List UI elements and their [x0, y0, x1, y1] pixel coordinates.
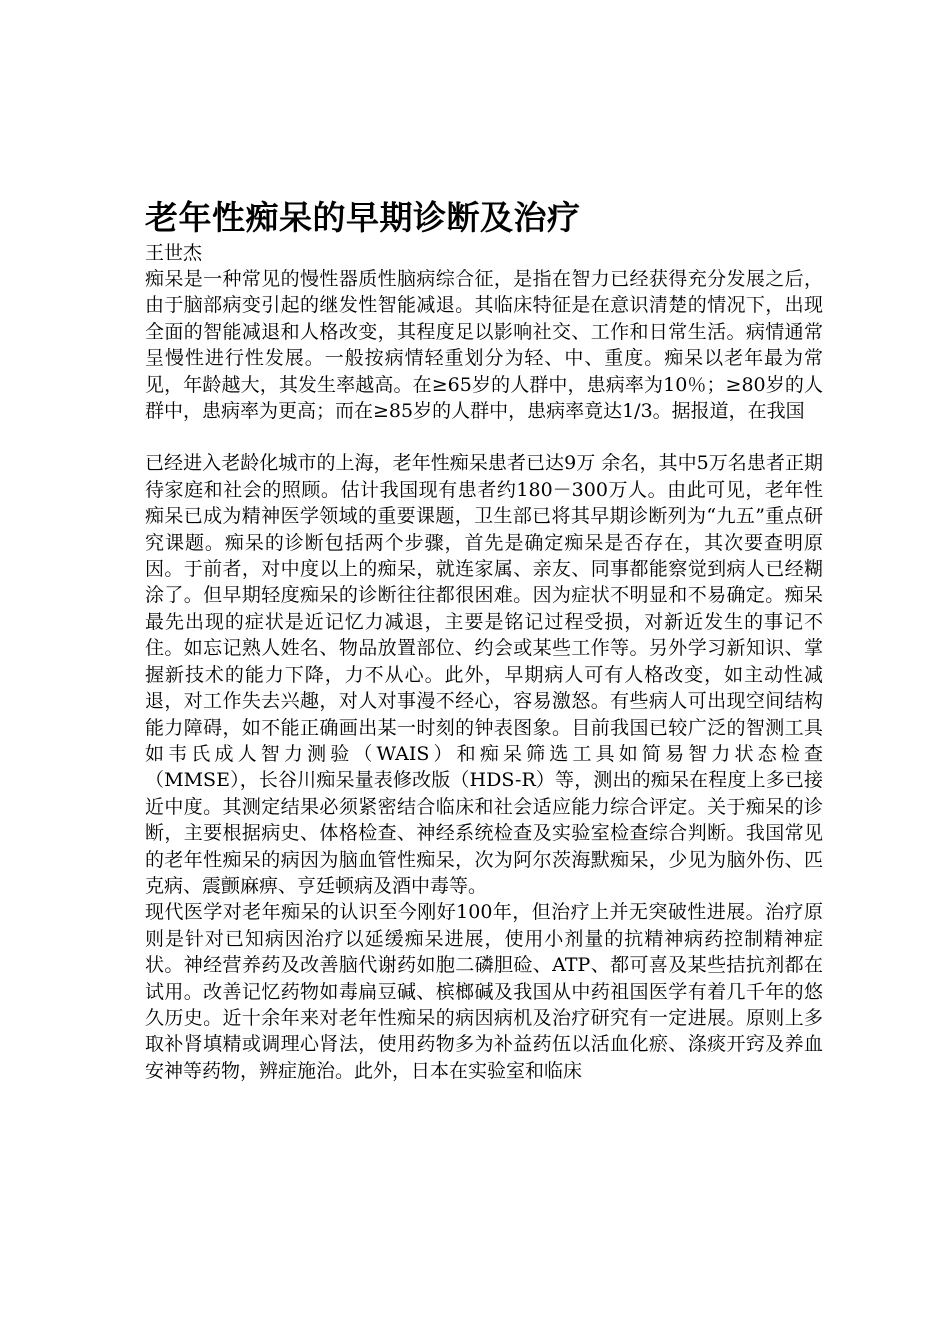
paragraph-gap: [145, 424, 823, 450]
document-title: 老年性痴呆的早期诊断及治疗: [145, 198, 581, 237]
paragraph-treatment: 现代医学对老年痴呆的认识至今刚好100年，但治疗上并无突破性进展。治疗原则是针对已知病因治疗以延缓痴呆进展，使用小剂量的抗精神病药控制精神症状。神经营养药及改善脑代谢药如胞二磷胆硷、ATP、都可喜及某些拮抗剂都在试用。改善记忆药物如毒扁豆碱、槟榔碱及我国从中药祖国医学有着几千年的悠久历史。近十余年来对老年性痴呆的病因病机及治疗研究有一定进展。原则上多取补肾填精或调理心肾法，使用药物多为补益药伍以活血化瘀、涤痰开窍及养血安神等药物，辨症施治。此外，日本在实验室和临床: [145, 901, 823, 1082]
paragraph-intro: 痴呆是一种常见的慢性器质性脑病综合征，是指在智力已经获得充分发展之后，由于脑部病变引起的继发性智能减退。其临床特征是在意识清楚的情况下，出现全面的智能减退和人格改变，其程度足以影响社交、工作和日常生活。病情通常呈慢性进行性发展。一般按病情轻重划分为轻、中、重度。痴呆以老年最为常见，年龄越大，其发生率越高。在≥65岁的人群中，患病率为10％；≥80岁的人群中，患病率为更高；而在≥85岁的人群中，患病率竟达1/3。据报道，在我国: [145, 268, 823, 423]
document-page: [145, 196, 823, 1084]
paragraph-diagnosis: 已经进入老龄化城市的上海，老年性痴呆患者已达9万 余名，其中5万名患者正期待家庭和社会的照顾。估计我国现有患者约180－300万人。由此可见，老年性痴呆已成为精神医学领域的重要课题，卫生部已将其早期诊断列为“九五”重点研究课题。痴呆的诊断包括两个步骤，首先是确定痴呆是否存在，其次要查明原因。于前者，对中度以上的痴呆，就连家属、亲友、同事都能察觉到病人已经糊涂了。但早期轻度痴呆的诊断往往都很困难。因为症状不明显和不易确定。痴呆最先出现的症状是近记忆力减退，主要是铭记过程受损，对新近发生的事记不住。如忘记熟人姓名、物品放置部位、约会或某些工作等。另外学习新知识、掌握新技术的能力下降，力不从心。此外，早期病人可有人格改变，如主动性减退，对工作失去兴趣，对人对事漫不经心，容易激怒。有些病人可出现空间结构能力障碍，如不能正确画出某一时刻的钟表图象。目前我国已较广泛的智测工具如韦氏成人智力测验（WAIS）和痴呆筛选工具如简易智力状态检查（MMSE），长谷川痴呆量表修改版（HDS-R）等，测出的痴呆在程度上多已接近中度。其测定结果必须紧密结合临床和社会适应能力综合评定。关于痴呆的诊断，主要根据病史、体格检查、神经系统检查及实验室检查综合判断。我国常见的老年性痴呆的病因为脑血管性痴呆，次为阿尔茨海默痴呆，少见为脑外伤、匹克病、震颤麻痹、亨廷顿病及酒中毒等。: [145, 452, 823, 897]
document-author: 王世杰: [145, 242, 203, 264]
